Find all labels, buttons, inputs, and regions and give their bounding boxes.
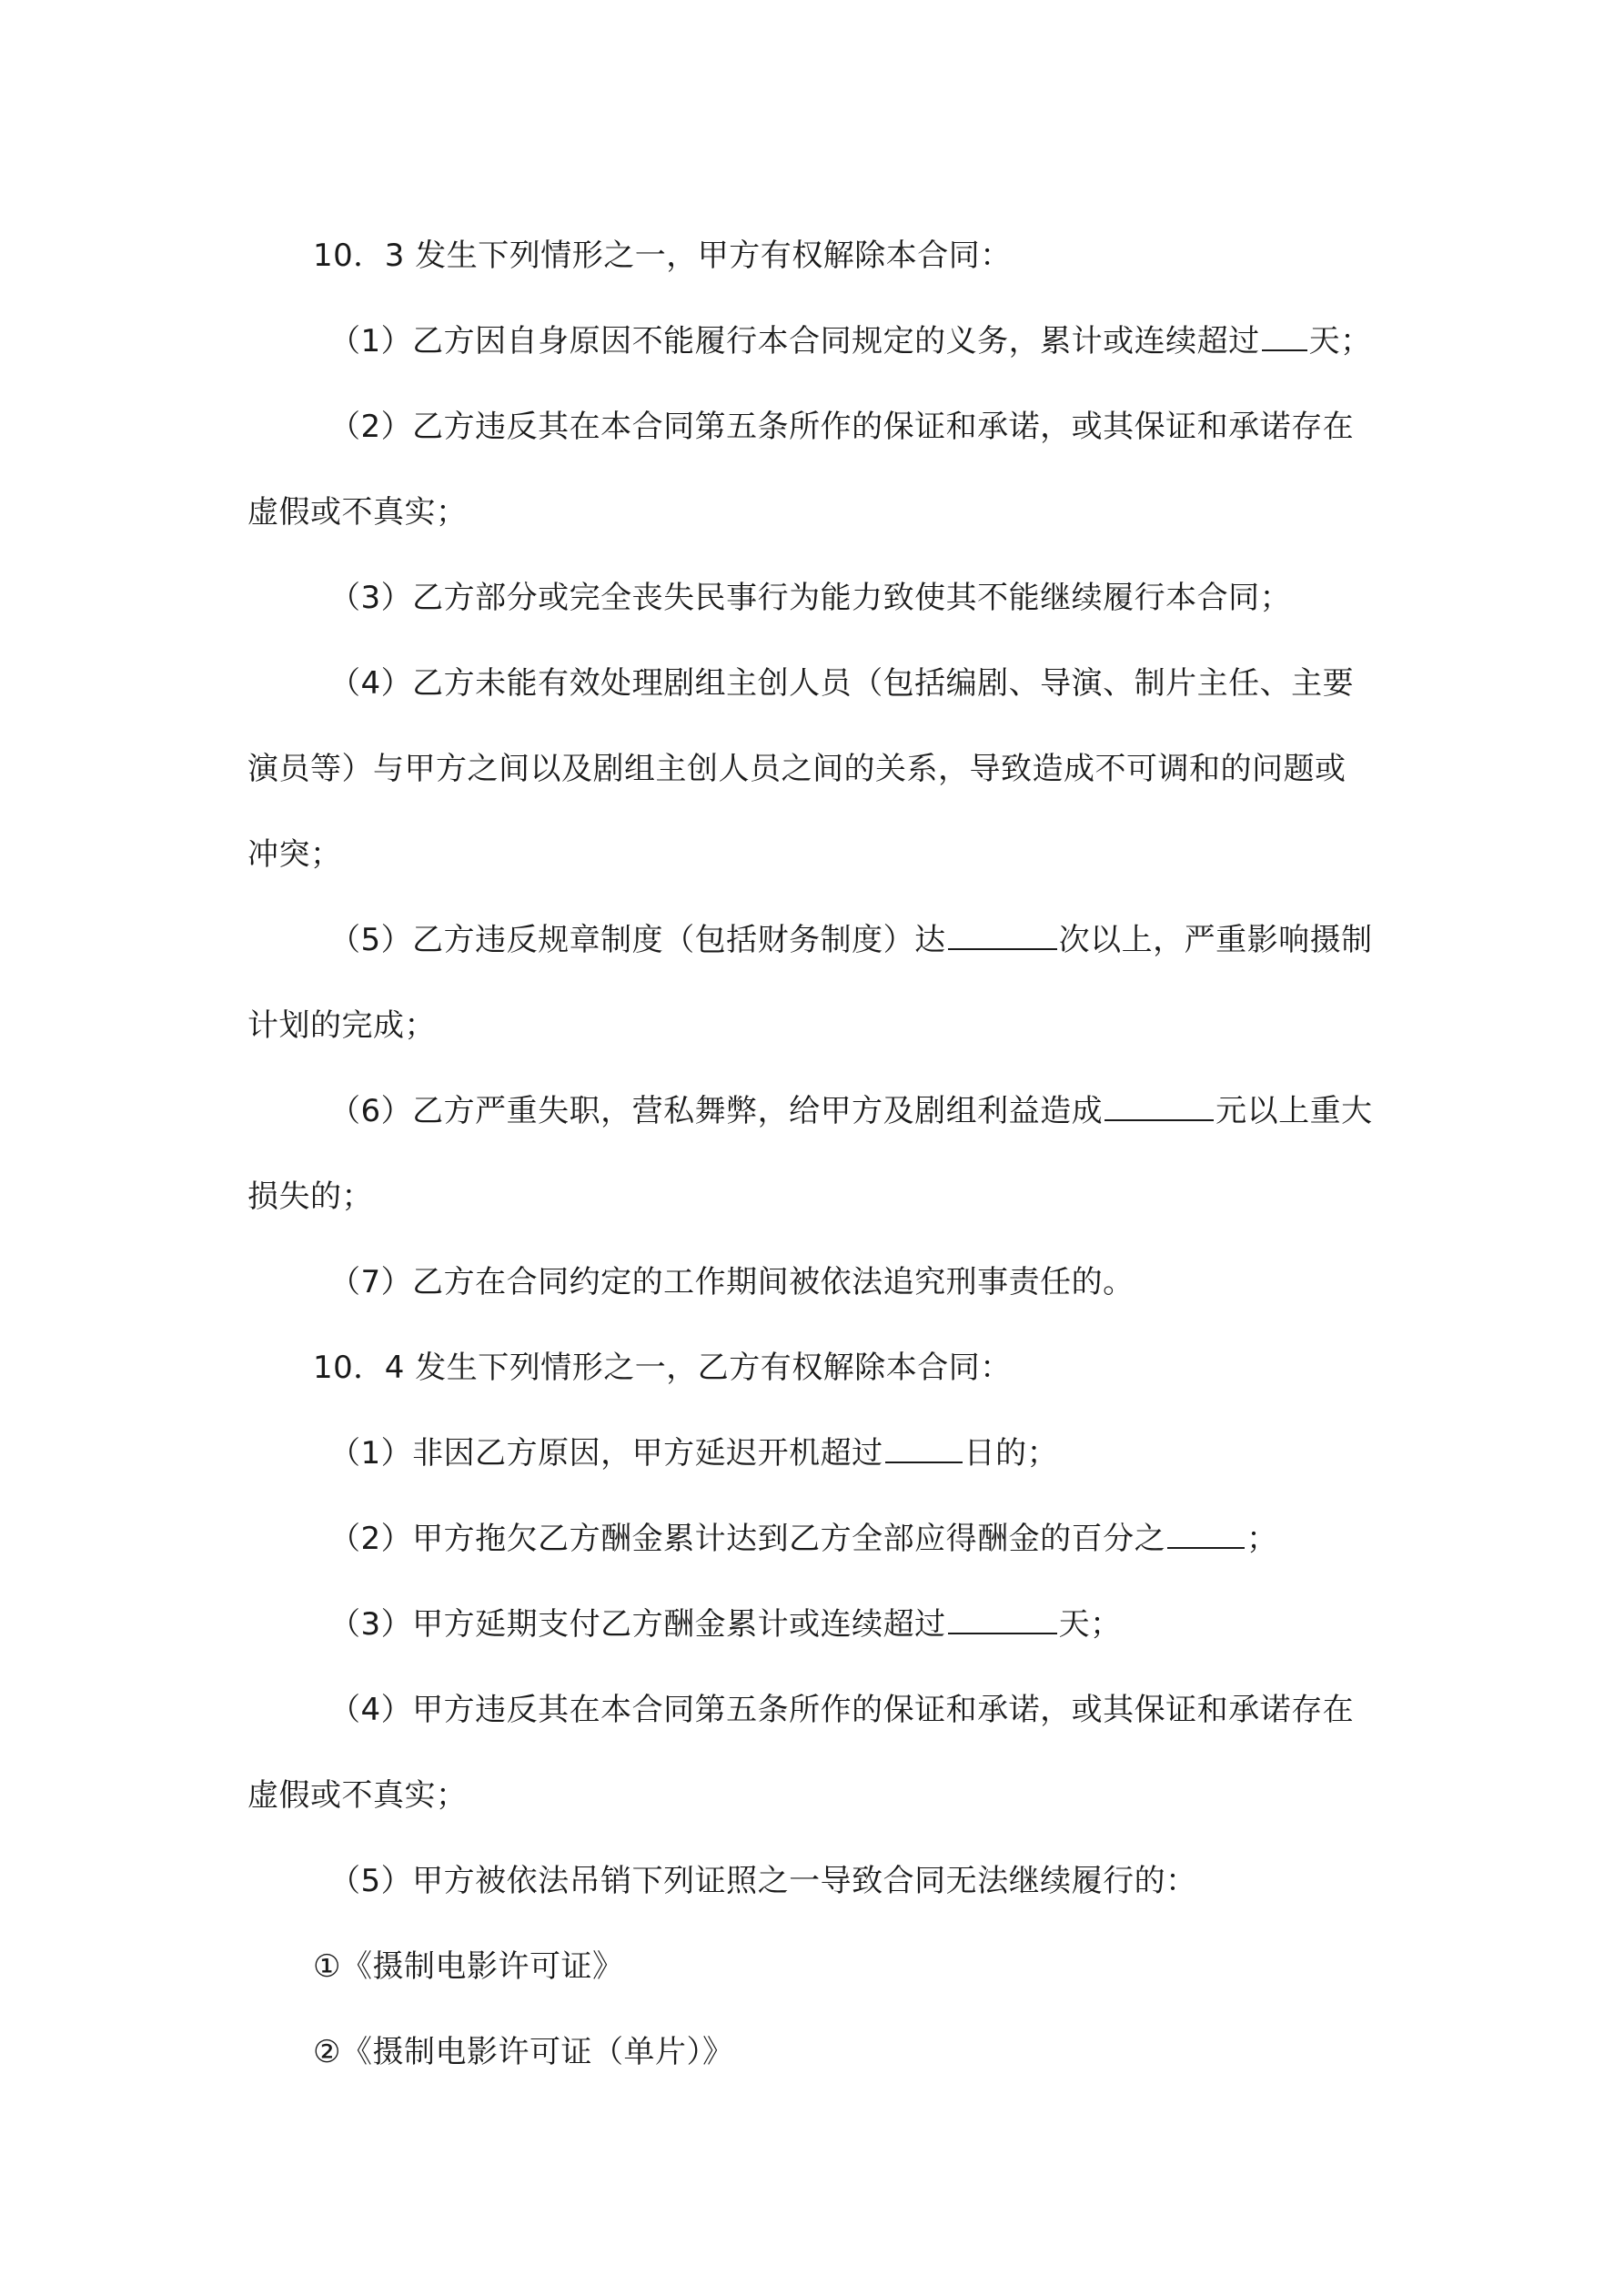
line-text: 演员等）与甲方之间以及剧组主创人员之间的关系，导致造成不可调和的问题或 [247, 751, 1347, 787]
fill-in-blank [1262, 322, 1307, 351]
line-text: 10．4 发生下列情形之一，乙方有权解除本合同： [313, 1350, 1012, 1386]
clause-10-3-5-cont [247, 983, 1394, 1068]
line-text: 虚假或不真实； [247, 494, 468, 531]
clause-10-3-1 [247, 298, 1394, 384]
clause-10-4-1 [247, 1411, 1394, 1496]
clause-10-4-4 [247, 1667, 1394, 1753]
fill-in-blank [948, 921, 1057, 950]
document-body [247, 213, 1394, 2095]
line-text: （3）甲方延期支付乙方酬金累计或连续超过 [329, 1606, 946, 1643]
clause-10-3-4 [247, 641, 1394, 726]
license-item-2 [247, 2009, 1394, 2095]
clause-10-3-6 [247, 1068, 1394, 1154]
line-tail: ； [1246, 1521, 1278, 1557]
clause-10-3-3 [247, 555, 1394, 641]
clause-10-3-2-cont [247, 470, 1394, 555]
line-text: 10．3 发生下列情形之一，甲方有权解除本合同： [313, 238, 1012, 274]
section-10-3-heading [247, 213, 1394, 298]
line-text: （6）乙方严重失职，营私舞弊，给甲方及剧组利益造成 [329, 1093, 1104, 1129]
clause-10-4-4-cont [247, 1753, 1394, 1838]
line-text: （2）甲方拖欠乙方酬金累计达到乙方全部应得酬金的百分之 [329, 1521, 1166, 1557]
fill-in-blank [1105, 1092, 1214, 1121]
line-text: ①《摄制电影许可证》 [313, 1948, 624, 1985]
line-tail: 日的； [963, 1435, 1059, 1472]
clause-10-4-3 [247, 1582, 1394, 1667]
line-text: （7）乙方在合同约定的工作期间被依法追究刑事责任的。 [329, 1264, 1135, 1300]
clause-10-4-5 [247, 1838, 1394, 1924]
line-text: 虚假或不真实； [247, 1777, 468, 1814]
clause-10-3-7 [247, 1239, 1394, 1325]
line-text: 冲突； [247, 836, 342, 873]
line-text: （3）乙方部分或完全丧失民事行为能力致使其不能继续履行本合同； [329, 580, 1292, 616]
clause-10-4-2 [247, 1496, 1394, 1582]
line-text: ②《摄制电影许可证（单片）》 [313, 2034, 734, 2070]
line-text: （1）乙方因自身原因不能履行本合同规定的义务，累计或连续超过 [329, 323, 1260, 359]
line-text: 计划的完成； [247, 1007, 436, 1044]
clause-10-3-5 [247, 897, 1394, 983]
line-tail: 天； [1058, 1606, 1122, 1643]
fill-in-blank [1167, 1520, 1245, 1549]
line-tail: 天； [1308, 323, 1372, 359]
clause-10-3-4-cont [247, 726, 1394, 812]
line-text: （2）乙方违反其在本合同第五条所作的保证和承诺，或其保证和承诺存在 [329, 409, 1355, 445]
line-text: 损失的； [247, 1178, 373, 1215]
line-tail: 元以上重大 [1215, 1093, 1373, 1129]
line-text: （4）甲方违反其在本合同第五条所作的保证和承诺，或其保证和承诺存在 [329, 1692, 1355, 1728]
line-text: （5）乙方违反规章制度（包括财务制度）达 [329, 922, 946, 958]
section-10-4-heading [247, 1325, 1394, 1411]
clause-10-3-6-cont [247, 1154, 1394, 1239]
license-item-1 [247, 1924, 1394, 2009]
line-tail: 次以上，严重影响摄制 [1058, 922, 1373, 958]
line-text: （5）甲方被依法吊销下列证照之一导致合同无法继续履行的： [329, 1863, 1197, 1899]
line-text: （1）非因乙方原因，甲方延迟开机超过 [329, 1435, 883, 1472]
line-text: （4）乙方未能有效处理剧组主创人员（包括编剧、导演、制片主任、主要 [329, 665, 1355, 702]
clause-10-3-4-cont-2 [247, 812, 1394, 897]
fill-in-blank [885, 1434, 963, 1463]
fill-in-blank [948, 1605, 1057, 1634]
clause-10-3-2 [247, 384, 1394, 470]
